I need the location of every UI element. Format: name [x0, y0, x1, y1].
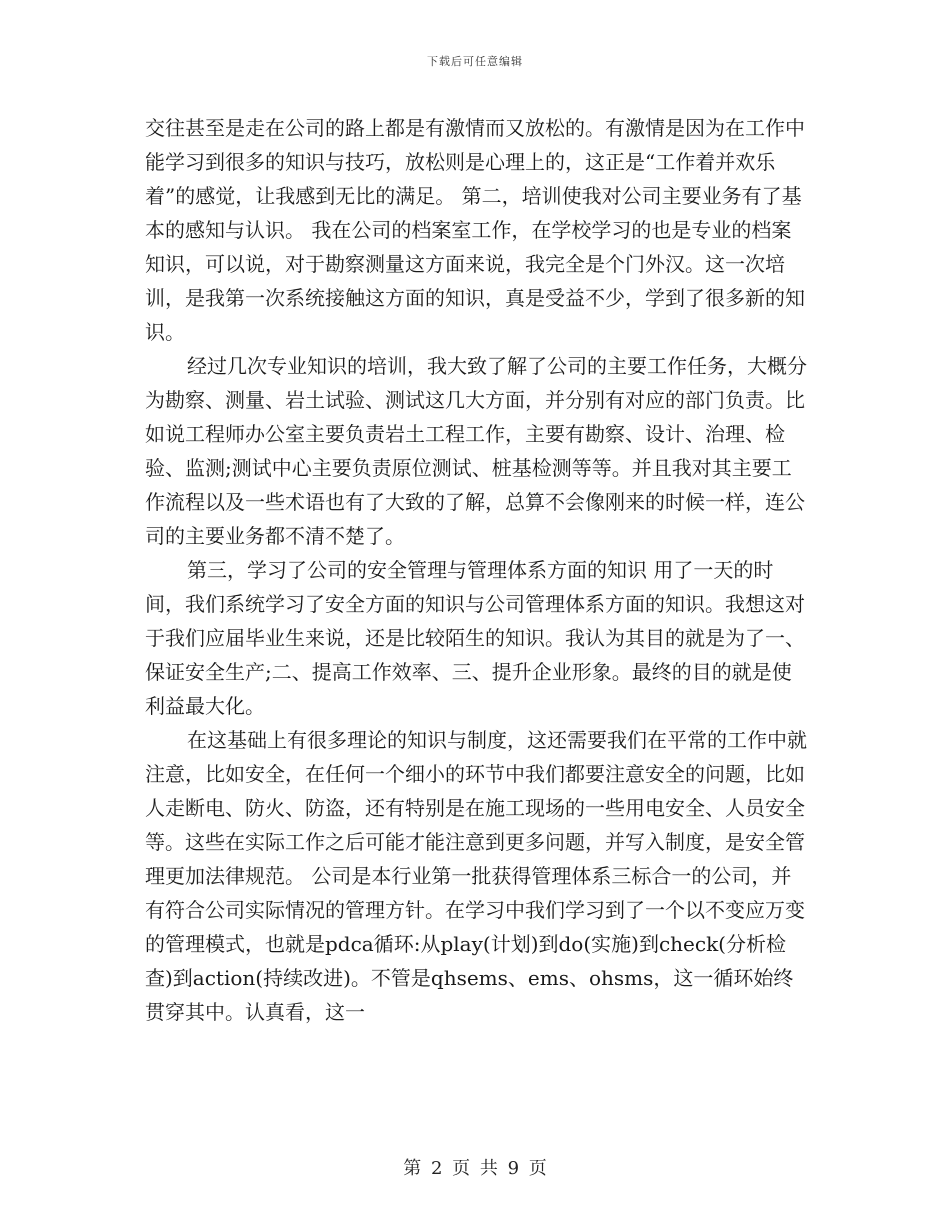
paragraph-1: 交往甚至是走在公司的路上都是有激情而又放松的。有激情是因为在工作中能学习到很多的知识与技巧，放松则是心理上的，这正是“工作着并欢乐着”的感觉，让我感到无比的满足。 第二，培训使我对公司主要业务有了基本的感知与认识。 我在公司的档案室工作，在学校学习的也是专业的档案知识，可以说，对于勘察测量这方面来说，我完全是个门外汉。这一次培训，是我第一次系统接触这方面的知识，真是受益不少，学到了很多新的知识。: [145, 116, 805, 344]
paragraph-3: 第三，学习了公司的安全管理与管理体系方面的知识 用了一天的时间，我们系统学习了安全方面的知识与公司管理体系方面的知识。我想这对于我们应届毕业生来说，还是比较陌生的知识。我认为其目的就是为了一、保证安全生产;二、提高工作效率、三、提升企业形象。最终的目的就是使利益最大化。: [145, 558, 805, 718]
page-footer: 第 2 页 共 9 页: [403, 1158, 547, 1179]
page-header: 下载后可任意编辑: [427, 55, 523, 68]
document-body: [145, 111, 810, 1029]
paragraph-2: 经过几次专业知识的培训，我大致了解了公司的主要工作任务，大概分为勘察、测量、岩土试验、测试这几大方面，并分别有对应的部门负责。比如说工程师办公室主要负责岩土工程工作，主要有勘察、设计、治理、检验、监测;测试中心主要负责原位测试、桩基检测等等。并且我对其主要工作流程以及一些术语也有了大致的了解，总算不会像刚来的时候一样，连公司的主要业务都不清不楚了。: [145, 354, 807, 548]
paragraph-4: 在这基础上有很多理论的知识与制度，这还需要我们在平常的工作中就注意，比如安全，在任何一个细小的环节中我们都要注意安全的问题，比如人走断电、防火、防盗，还有特别是在施工现场的一些用电安全、人员安全等。这些在实际工作之后可能才能注意到更多问题，并写入制度，是安全管理更加法律规范。 公司是本行业第一批获得管理体系三标合一的公司，并有符合公司实际情况的管理方针。在学习中我们学习到了一个以不变应万变的管理模式，也就是pdca循环:从play(计划)到do(实施)到check(分析检查)到action(持续改进)。不管是qhsems、ems、ohsms，这一循环始终贯穿其中。认真看，这一: [145, 728, 807, 1024]
